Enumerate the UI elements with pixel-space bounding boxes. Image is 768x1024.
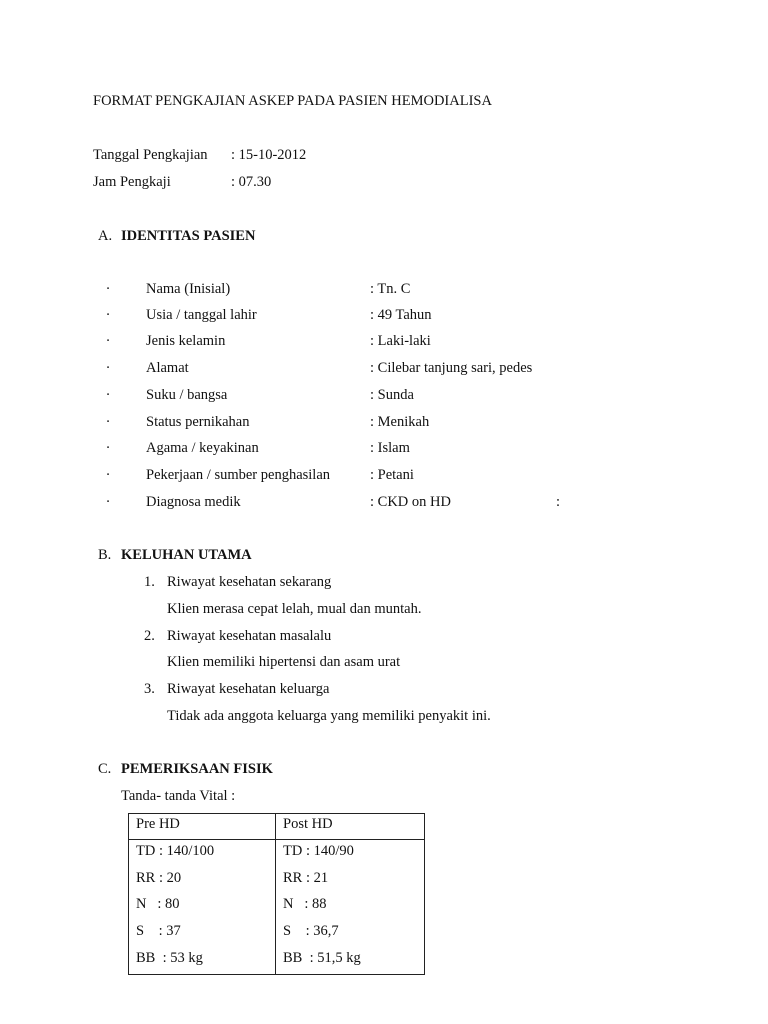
identity-value: : 49 Tahun [370, 307, 432, 323]
meta-time-label: Jam Pengkaji [93, 174, 171, 190]
bullet-icon: · [105, 333, 111, 349]
complaint-title: Riwayat kesehatan masalalu [167, 628, 332, 644]
section-a-heading: IDENTITAS PASIEN [121, 228, 256, 244]
bullet-icon: · [105, 440, 111, 456]
post-hd-column [276, 814, 424, 974]
identity-label: Nama (Inisial) [146, 281, 231, 297]
bullet-icon: · [105, 387, 111, 403]
identity-label: Suku / bangsa [146, 387, 228, 403]
meta-time-value: : 07.30 [231, 174, 272, 190]
bullet-icon: · [105, 281, 111, 297]
identity-value: : Petani [370, 467, 414, 483]
identity-value: : Laki-laki [370, 333, 431, 349]
meta-date-label: Tanggal Pengkajian [93, 147, 208, 163]
meta-date-value: : 15-10-2012 [231, 147, 307, 163]
bullet-icon: · [105, 360, 111, 376]
identity-value: : Sunda [370, 387, 414, 403]
complaint-number: 1. [144, 574, 155, 590]
section-b-heading: KELUHAN UTAMA [121, 547, 252, 563]
pre-hd-cell: BB : 53 kg [136, 950, 203, 966]
identity-label: Diagnosa medik [146, 494, 241, 510]
document-title: FORMAT PENGKAJIAN ASKEP PADA PASIEN HEMODIALISA [93, 93, 492, 109]
pre-hd-header: Pre HD [136, 816, 180, 832]
complaint-detail: Tidak ada anggota keluarga yang memiliki penyakit ini. [167, 708, 491, 724]
bullet-icon: · [105, 307, 111, 323]
post-hd-cell: TD : 140/90 [283, 843, 354, 859]
identity-value: : Islam [370, 440, 410, 456]
identity-value: : Tn. C [370, 281, 411, 297]
identity-label: Jenis kelamin [146, 333, 226, 349]
pre-hd-cell: N : 80 [136, 896, 180, 912]
complaint-title: Riwayat kesehatan sekarang [167, 574, 332, 590]
vital-signs-table [128, 813, 425, 975]
identity-value: : Cilebar tanjung sari, pedes [370, 360, 533, 376]
section-c-letter: C. [98, 761, 112, 777]
bullet-icon: · [105, 494, 111, 510]
complaint-number: 3. [144, 681, 155, 697]
identity-label: Pekerjaan / sumber penghasilan [146, 467, 331, 483]
section-c-heading: PEMERIKSAAN FISIK [121, 761, 273, 777]
identity-value: : CKD on HD [370, 494, 451, 510]
vital-signs-subheading: Tanda- tanda Vital : [121, 788, 236, 804]
complaint-number: 2. [144, 628, 155, 644]
complaint-title: Riwayat kesehatan keluarga [167, 681, 330, 697]
post-hd-header: Post HD [283, 816, 333, 832]
bullet-icon: · [105, 467, 111, 483]
complaint-detail: Klien merasa cepat lelah, mual dan muntah. [167, 601, 422, 617]
post-hd-cell: S : 36,7 [283, 923, 339, 939]
post-hd-cell: RR : 21 [283, 870, 329, 886]
section-b-letter: B. [98, 547, 112, 563]
identity-label: Agama / keyakinan [146, 440, 259, 456]
identity-label: Alamat [146, 360, 189, 376]
identity-value: : Menikah [370, 414, 430, 430]
post-hd-cell: N : 88 [283, 896, 327, 912]
bullet-icon: · [105, 414, 111, 430]
identity-label: Status pernikahan [146, 414, 250, 430]
complaint-detail: Klien memiliki hipertensi dan asam urat [167, 654, 401, 670]
pre-hd-cell: TD : 140/100 [136, 843, 215, 859]
pre-hd-cell: RR : 20 [136, 870, 182, 886]
trailing-colon: : [556, 494, 561, 510]
pre-hd-column [129, 814, 276, 974]
section-a-letter: A. [98, 228, 113, 244]
identity-label: Usia / tanggal lahir [146, 307, 257, 323]
pre-hd-cell: S : 37 [136, 923, 181, 939]
post-hd-cell: BB : 51,5 kg [283, 950, 361, 966]
